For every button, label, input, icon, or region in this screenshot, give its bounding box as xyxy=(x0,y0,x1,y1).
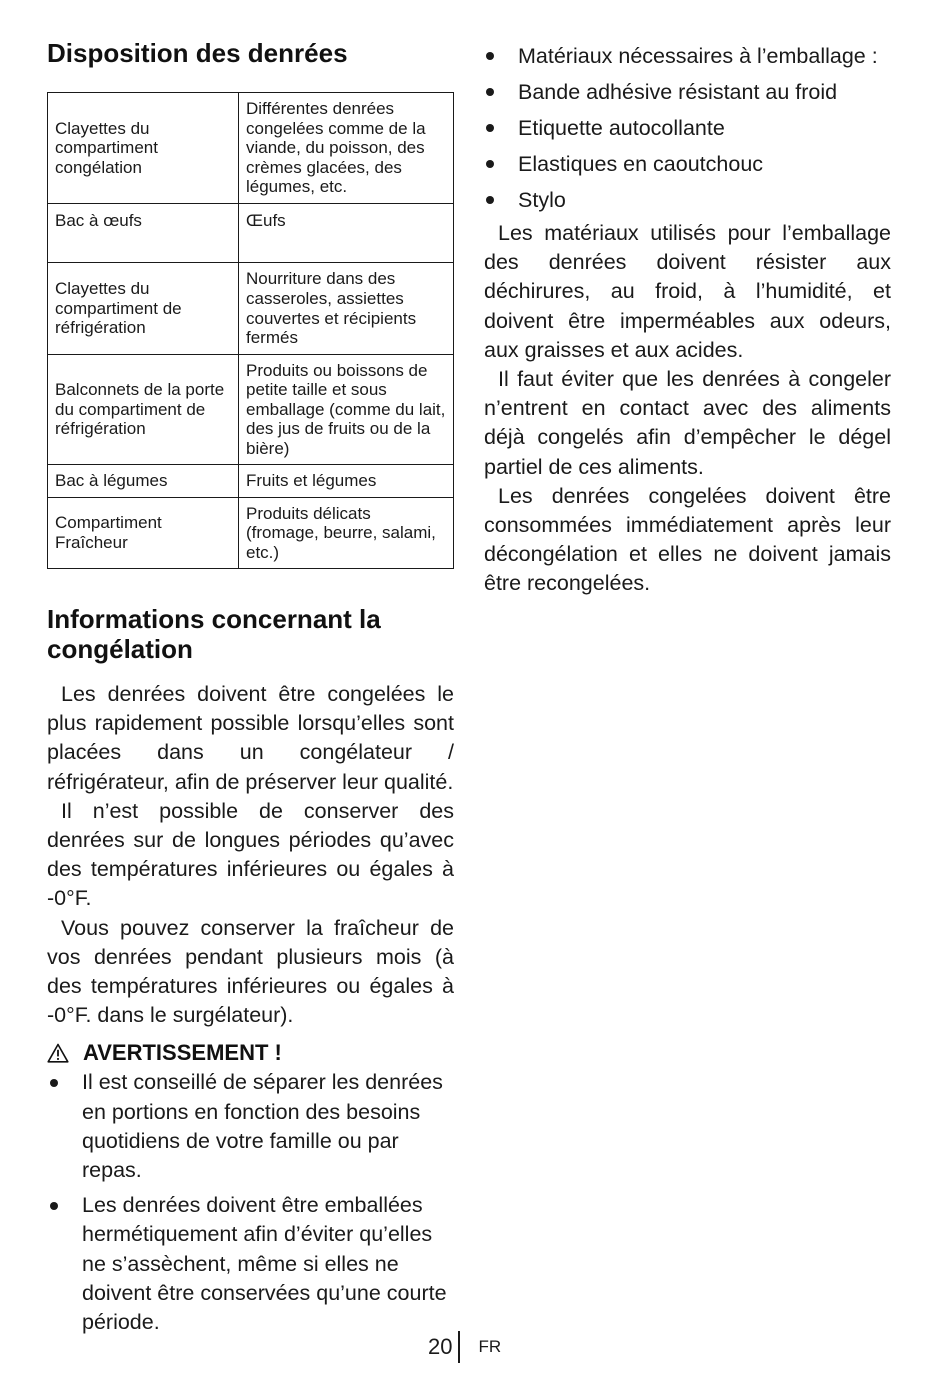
list-item: Les denrées doivent être emballées hermétiquement afin d’éviter qu’elles ne s’assèchent, même si elles ne doivent être conservées qu’une courte période. xyxy=(47,1191,454,1337)
storage-table xyxy=(47,92,454,569)
table-cell-contents: Différentes denrées congelées comme de la viande, du poisson, des crèmes glacées, des légumes, etc. xyxy=(239,93,454,204)
list-item: Bande adhésive résistant au froid xyxy=(484,74,891,110)
warning-heading xyxy=(47,1038,454,1068)
table-cell-location: Compartiment Fraîcheur xyxy=(48,498,239,569)
paragraph: Il n’est possible de conserver des denrées sur de longues périodes qu’avec des températures inférieures ou égales à -0°F. xyxy=(47,798,454,911)
warning-triangle-icon xyxy=(47,1043,69,1063)
warning-label: AVERTISSEMENT ! xyxy=(83,1040,282,1066)
section-title-freezing: Informations concernant la congélation xyxy=(47,604,381,664)
table-cell-location: Bac à œufs xyxy=(48,204,239,263)
page-number: 20 xyxy=(428,1334,453,1359)
table-cell-location: Balconnets de la porte du compartiment de réfrigération xyxy=(48,355,239,465)
paragraph: Vous pouvez conserver la fraîcheur de vos denrées pendant plusieurs mois (à des températures inférieures ou égales à -0°F. dans le surgélateur). xyxy=(47,915,454,1028)
section-title-storage: Disposition des denrées xyxy=(47,38,348,68)
table-cell-contents: Nourriture dans des casseroles, assiettes couvertes et récipients fermés xyxy=(239,263,454,355)
table-row xyxy=(48,465,454,498)
table-cell-contents: Produits ou boissons de petite taille et sous emballage (comme du lait, des jus de fruits ou de la bière) xyxy=(239,355,454,465)
paragraph: Il faut éviter que les denrées à congeler n’entrent en contact avec des aliments déjà congelés afin d’empêcher le dégel partiel de ces aliments. xyxy=(484,367,891,479)
list-item: Elastiques en caoutchouc xyxy=(484,146,891,182)
list-item: Il est conseillé de séparer les denrées en portions en fonction des besoins quotidiens de votre famille ou par repas. xyxy=(47,1068,454,1185)
paragraph: Les denrées congelées doivent être consommées immédiatement après leur décongélation et elles ne doivent jamais être recongelées. xyxy=(484,483,891,596)
table-cell-location: Bac à légumes xyxy=(48,465,239,498)
language-code: FR xyxy=(478,1337,502,1356)
left-column xyxy=(47,38,454,1343)
table-cell-contents: Fruits et légumes xyxy=(239,465,454,498)
warning-list xyxy=(47,1068,454,1337)
table-row xyxy=(48,204,454,263)
table-row xyxy=(48,355,454,465)
table-cell-location: Clayettes du compartiment de réfrigération xyxy=(48,263,239,355)
table-cell-location: Clayettes du compartiment congélation xyxy=(48,93,239,204)
paragraph: Les denrées doivent être congelées le plus rapidement possible lorsqu’elles sont placées dans un congélateur / réfrigérateur, afin de préserver leur qualité. xyxy=(47,682,454,794)
page-footer xyxy=(428,1331,501,1363)
table-row xyxy=(48,93,454,204)
table-cell-contents: Œufs xyxy=(239,204,454,263)
table-cell-contents: Produits délicats (fromage, beurre, salami, etc.) xyxy=(239,498,454,569)
paragraph: Les matériaux utilisés pour l’emballage des denrées doivent résister aux déchirures, au froid, à l’humidité, et doivent être imperméables aux odeurs, aux graisses et aux acides. xyxy=(484,221,891,362)
right-column xyxy=(484,38,891,599)
table-row xyxy=(48,498,454,569)
table-row xyxy=(48,263,454,355)
list-item: Etiquette autocollante xyxy=(484,110,891,146)
list-item: Matériaux nécessaires à l’emballage : xyxy=(484,38,891,74)
packaging-materials-list xyxy=(484,38,891,218)
list-item: Stylo xyxy=(484,182,891,218)
footer-divider xyxy=(458,1331,460,1363)
